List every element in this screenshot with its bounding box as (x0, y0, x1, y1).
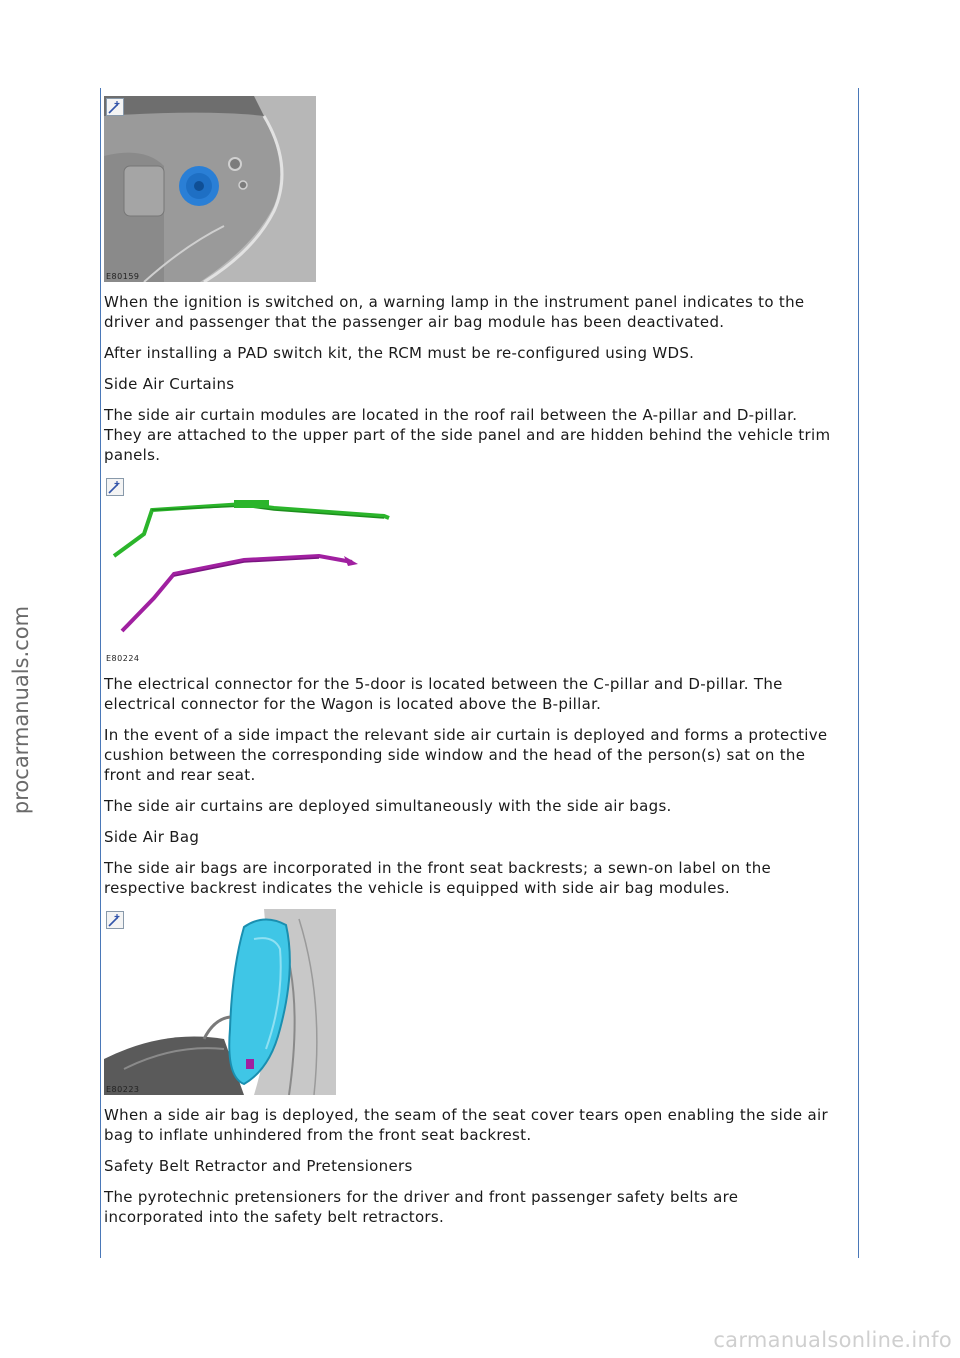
paragraph: When a side air bag is deployed, the seam of the seat cover tears open enabling the side air bag to inflate unhindered from the front seat backrest. (104, 1106, 828, 1144)
figure-code: E80224 (106, 654, 140, 663)
side-air-bag-illustration (104, 909, 336, 1095)
figure-side-air-bag (104, 909, 336, 1095)
paragraph: When the ignition is switched on, a warning lamp in the instrument panel indicates to the driver and passenger that the passenger air bag module has been deactivated. (104, 293, 805, 331)
manual-content (104, 96, 834, 1238)
side-watermark (6, 560, 36, 860)
figure-code: E80223 (106, 1085, 140, 1094)
footer-watermark: carmanualsonline.info (713, 1328, 952, 1352)
paragraph: The side air curtain modules are located in the roof rail between the A-pillar and D-pillar. They are attached to the upper part of the side panel and are hidden behind the vehicle trim panels. (104, 406, 831, 464)
pad-switch-illustration (104, 96, 316, 282)
figure-side-air-curtains (104, 476, 404, 664)
paragraph: After installing a PAD switch kit, the RCM must be re-configured using WDS. (104, 344, 695, 362)
paragraph: The electrical connector for the 5-door is located between the C-pillar and D-pillar. The electrical connector for the Wagon is located above the B-pillar. (104, 675, 783, 713)
figure-pad-switch (104, 96, 316, 282)
section-heading: Side Air Bag (104, 828, 200, 846)
section-heading: Safety Belt Retractor and Pretensioners (104, 1157, 413, 1175)
right-page-rule (858, 88, 859, 1258)
paragraph: The pyrotechnic pretensioners for the driver and front passenger safety belts are incorporated into the safety belt retractors. (104, 1188, 739, 1226)
section-heading: Side Air Curtains (104, 375, 235, 393)
zoom-icon[interactable] (106, 911, 124, 929)
side-air-curtain-illustration (104, 476, 404, 664)
paragraph: The side air bags are incorporated in the front seat backrests; a sewn-on label on the respective backrest indicates the vehicle is equipped with side air bag modules. (104, 859, 772, 897)
left-page-rule (100, 88, 101, 1258)
figure-code: E80159 (106, 272, 140, 281)
zoom-icon[interactable] (106, 98, 124, 116)
zoom-icon[interactable] (106, 478, 124, 496)
paragraph: In the event of a side impact the relevant side air curtain is deployed and forms a protective cushion between the corresponding side window and the head of the person(s) sat on the front and rear seat. (104, 726, 828, 784)
paragraph: The side air curtains are deployed simultaneously with the side air bags. (104, 797, 672, 815)
side-watermark-text: procarmanuals.com (9, 605, 33, 815)
